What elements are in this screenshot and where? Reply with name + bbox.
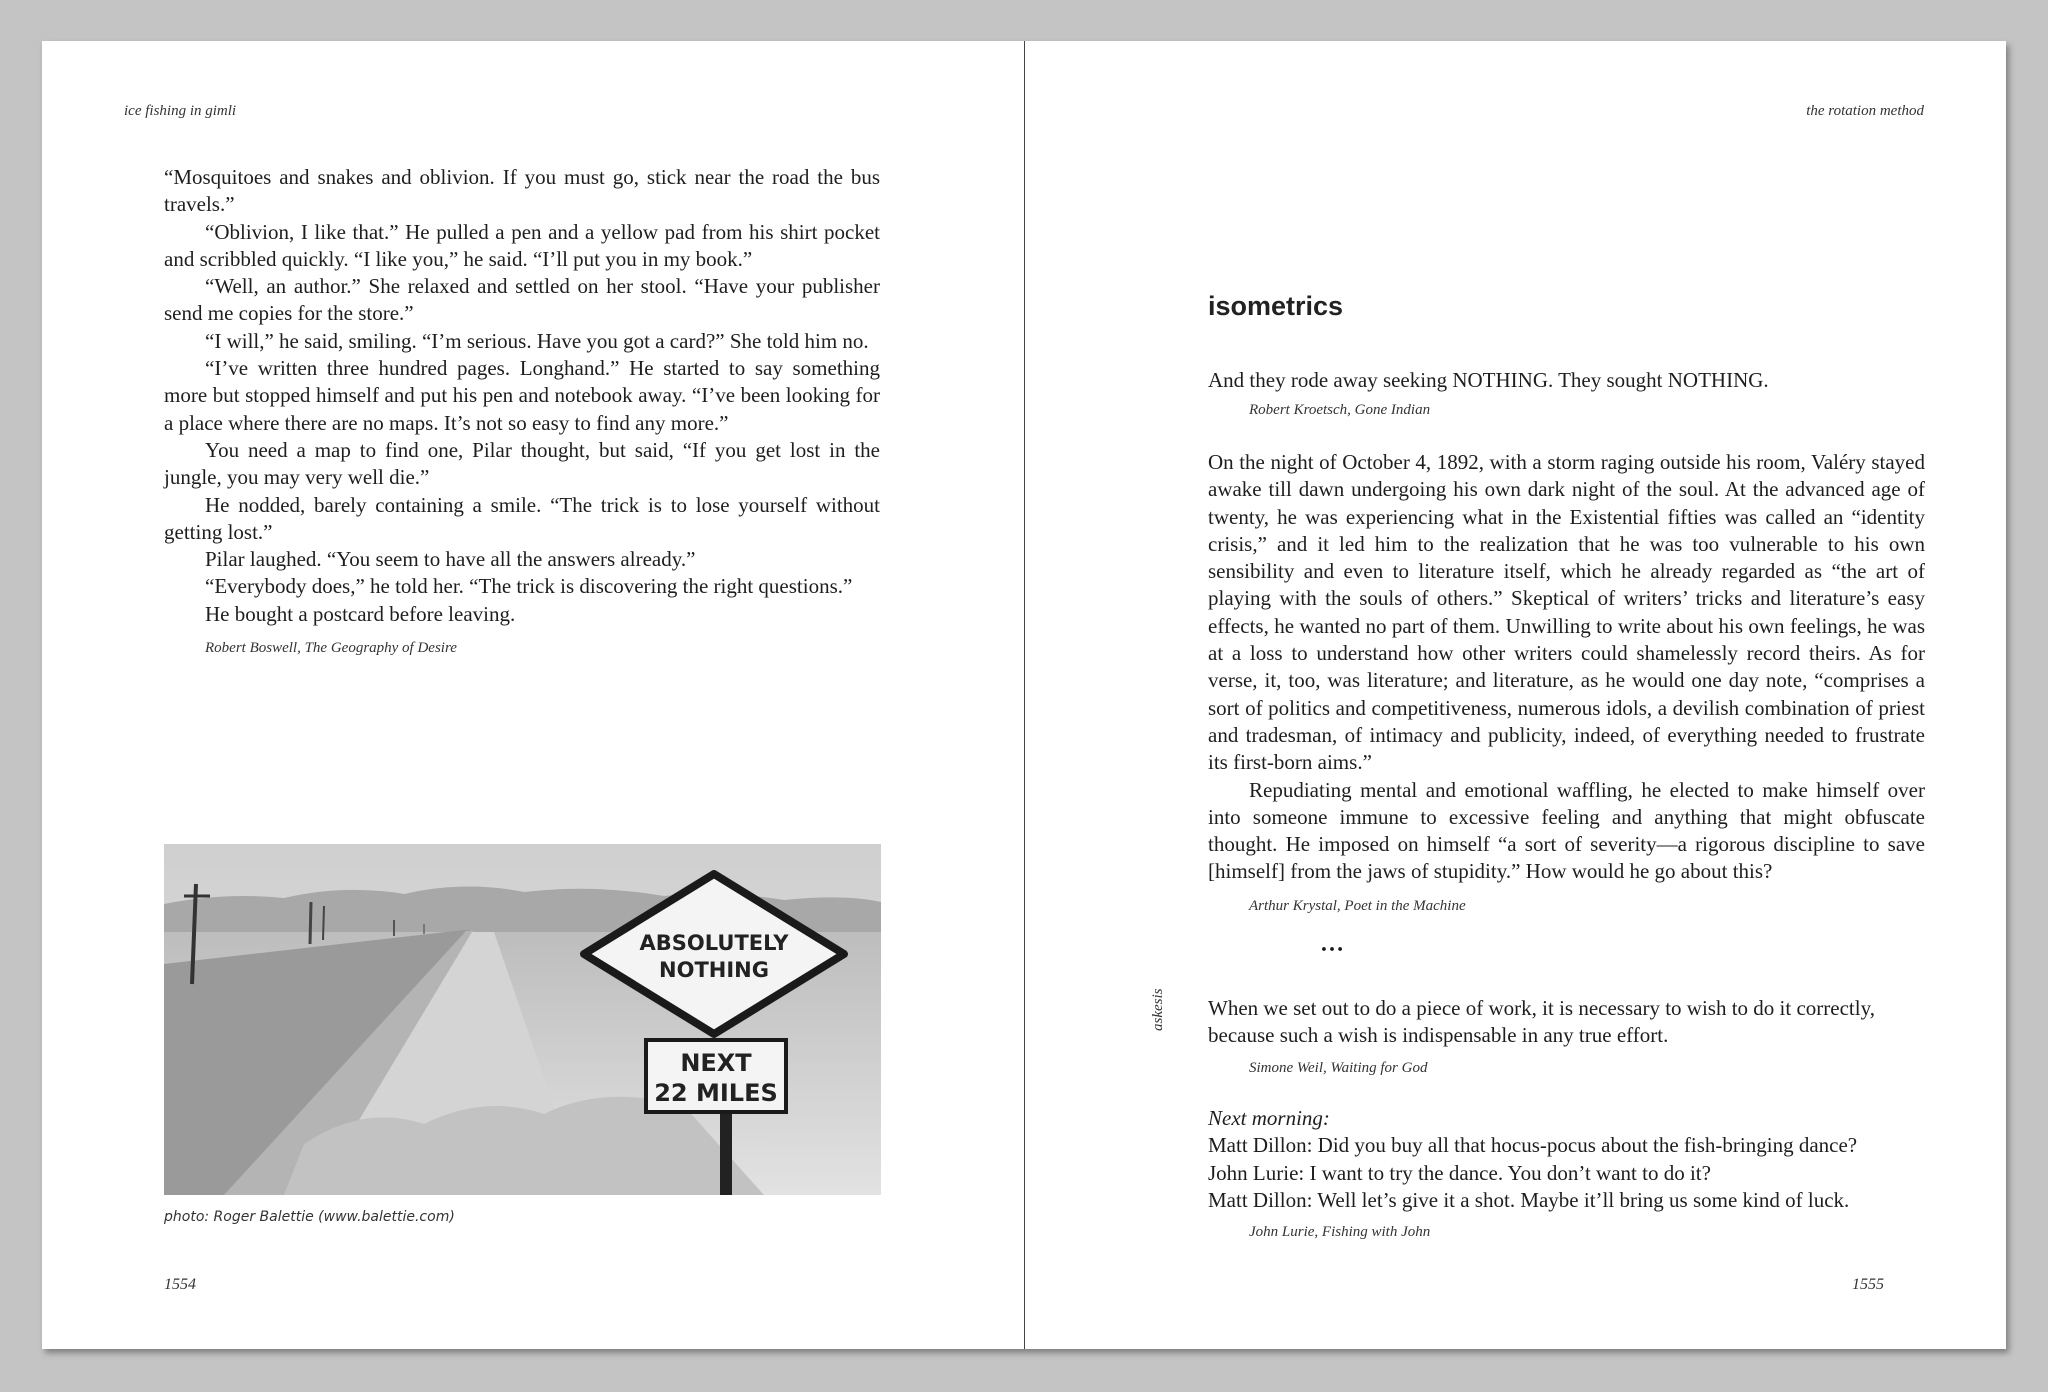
page-number-right: 1555: [1852, 1276, 1884, 1293]
paragraph: “Well, an author.” She relaxed and settled on her stool. “Have your publisher send me copies for the store.”: [164, 274, 880, 326]
sign-line-1: ABSOLUTELY: [639, 931, 789, 955]
paragraph: On the night of October 4, 1892, with a storm raging outside his room, Valéry stayed awake till dawn undergoing his own dark night of the soul. At the advanced age of twenty, he was experiencing what in the Existential fifties was called an “identity crisis,” and it led him to the realization that he was too vulnerable to his own sensibility and even to literature itself, which he already regarded as “the art of playing with the souls of others.” Skeptical of writers’ tricks and literature’s easy effects, he wanted no part of them. Unwilling to write about his own feelings, he was at a loss to understand how other writers could shamelessly record theirs. As for verse, it, too, was literature; and literature, as he would one day note, “comprises a sort of politics and competitiveness, numerous idols, a devilish combination of priest and tradesman, of intimacy and publicity, indeed, of everything needed to frustrate its first-born aims.”: [1208, 450, 1925, 775]
paragraph: “Mosquitoes and snakes and oblivion. If you must go, stick near the road the bus travels.”: [164, 165, 880, 217]
dialogue-line: Matt Dillon: Well let’s give it a shot. Maybe it’ll bring us some kind of luck.: [1208, 1187, 1850, 1212]
source-citation: Robert Kroetsch, Gone Indian: [1249, 402, 1431, 419]
source-citation: Robert Boswell, The Geography of Desire: [205, 640, 457, 657]
road-sign-photo: [164, 844, 881, 1195]
source-citation: Arthur Krystal, Poet in the Machine: [1249, 897, 1466, 914]
dialogue-block: [1208, 1105, 1948, 1242]
sign-line-2: NOTHING: [659, 958, 769, 982]
dialogue-heading: Next morning:: [1208, 1106, 1330, 1130]
paragraph: He bought a postcard before leaving.: [205, 601, 516, 626]
section-break: …: [1320, 931, 1346, 957]
paragraph: “I’ve written three hundred pages. Longhand.” He started to say something more but stopped himself and put his pen and notebook away. “I’ve been looking for a place where there are no maps. It’s not so easy to find any more.”: [164, 356, 880, 435]
dialogue-line: Matt Dillon: Did you buy all that hocus-pocus about the fish-bringing dance?: [1208, 1133, 1858, 1158]
paragraph: You need a map to find one, Pilar thought, but said, “If you get lost in the jungle, you may very well die.”: [164, 437, 880, 490]
plate-line-2: 22 MILES: [654, 1079, 778, 1107]
section-title: isometrics: [1208, 291, 1344, 321]
source-citation: Simone Weil, Waiting for God: [1249, 1059, 1428, 1076]
book-spread: [42, 41, 2006, 1349]
left-body-text: [164, 164, 880, 658]
running-head-left: ice fishing in gimli: [124, 103, 237, 119]
paragraph: Pilar laughed. “You seem to have all the answers already.”: [205, 547, 696, 572]
plate-line-1: NEXT: [680, 1049, 752, 1077]
paragraph: He nodded, barely containing a smile. “The trick is to lose yourself without getting lost.”: [164, 492, 880, 544]
paragraph: When we set out to do a piece of work, it is necessary to wish to do it correctly, because such a wish is indispensable in any true effort.: [1208, 996, 1875, 1048]
paragraph: “Everybody does,” he told her. “The trick is discovering the right questions.”: [205, 574, 853, 599]
epigraph-quote: And they rode away seeking NOTHING. They sought NOTHING.: [1208, 368, 1769, 392]
weil-quote-block: [1208, 995, 1928, 1078]
paragraph: “I will,” he said, smiling. “I’m serious. Have you got a card?” She told him no.: [205, 328, 869, 353]
running-head-right: the rotation method: [1806, 103, 1924, 119]
paragraph: Repudiating mental and emotional waffling, he elected to make himself over into someone immune to excessive feeling and anything that might obfuscate thought. He imposed on himself “a sort of severity—a rigorous discipline to save [himself] from the jaws of stupidity.” How would he go about this?: [1208, 777, 1925, 884]
desert-road-illustration: [164, 844, 881, 1195]
margin-label: askesis: [1150, 988, 1166, 1031]
paragraph: “Oblivion, I like that.” He pulled a pen and a yellow pad from his shirt pocket and scribbled quickly. “I like you,” he said. “I’ll put you in my book.”: [164, 219, 880, 271]
dialogue-line: John Lurie: I want to try the dance. You don’t want to do it?: [1208, 1160, 1711, 1185]
essay-block: [1208, 449, 1925, 916]
epigraph-block: [1208, 367, 1928, 420]
source-citation: John Lurie, Fishing with John: [1249, 1224, 1431, 1241]
photo-credit: photo: Roger Balettie (www.balettie.com): [164, 1209, 455, 1225]
page-number-left: 1554: [164, 1276, 196, 1293]
